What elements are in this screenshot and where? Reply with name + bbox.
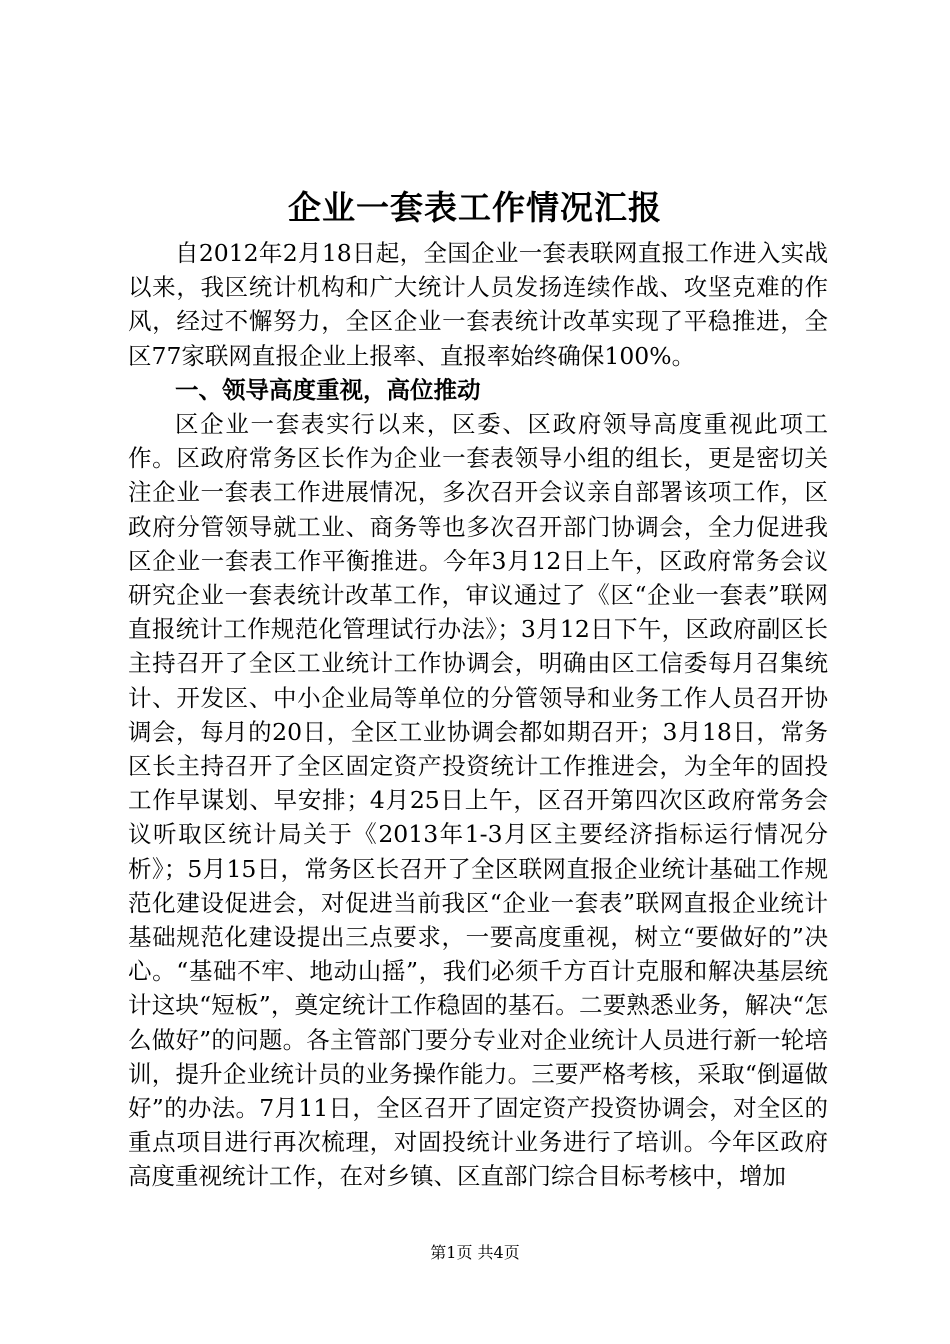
document-title: 企业一套表工作情况汇报 (288, 188, 662, 227)
page-footer: 第1页 共4页 (430, 1243, 520, 1262)
section-heading: 一、领导高度重视，高位推动 (175, 375, 481, 404)
intro-paragraph: 自2012年2月18日起，全国企业一套表联网直报工作进入实战以来，我区统计机构和广大统计人员发扬连续作战、攻坚克难的作风，经过不懈努力，全区企业一套表统计改革实现了平稳推进，全区77家联网直报企业上报率、直报率始终确保100%。 (128, 239, 828, 370)
section-paragraph: 区企业一套表实行以来，区委、区政府领导高度重视此项工作。区政府常务区长作为企业一套表领导小组的组长，更是密切关注企业一套表工作进展情况，多次召开会议亲自部署该项工作，区政府分管领导就工业、商务等也多次召开部门协调会，全力促进我区企业一套表工作平衡推进。今年3月12日上午，区政府常务会议研究企业一套表统计改革工作，审议通过了《区“企业一套表”联网直报统计工作规范化管理试行办法》；3月12日下午，区政府副区长主持召开了全区工业统计工作协调会，明确由区工信委每月召集统计、开发区、中小企业局等单位的分管领导和业务工作人员召开协调会，每月的20日，全区工业协调会都如期召开；3月18日，常务区长主持召开了全区固定资产投资统计工作推进会，为全年的固投工作早谋划、早安排；4月25日上午，区召开第四次区政府常务会议听取区统计局关于《2013年1-3月区主要经济指标运行情况分析》；5月15日，常务区长召开了全区联网直报企业统计基础工作规范化建设促进会，对促进当前我区“企业一套表”联网直报企业统计基础规范化建设提出三点要求，一要高度重视，树立“要做好的”决心。“基础不牢、地动山摇”，我们必须千方百计克服和解决基层统计这块“短板”，奠定统计工作稳固的基石。二要熟悉业务，解决“怎么做好”的问题。各主管部门要分专业对企业统计人员进行新一轮培训，提升企业统计员的业务操作能力。三要严格考核，采取“倒逼做好”的办法。7月11日，全区召开了固定资产投资协调会，对全区的重点项目进行再次梳理，对固投统计业务进行了培训。今年区政府高度重视统计工作，在对乡镇、区直部门综合目标考核中，增加 (128, 410, 828, 1191)
document-body (128, 236, 828, 1194)
